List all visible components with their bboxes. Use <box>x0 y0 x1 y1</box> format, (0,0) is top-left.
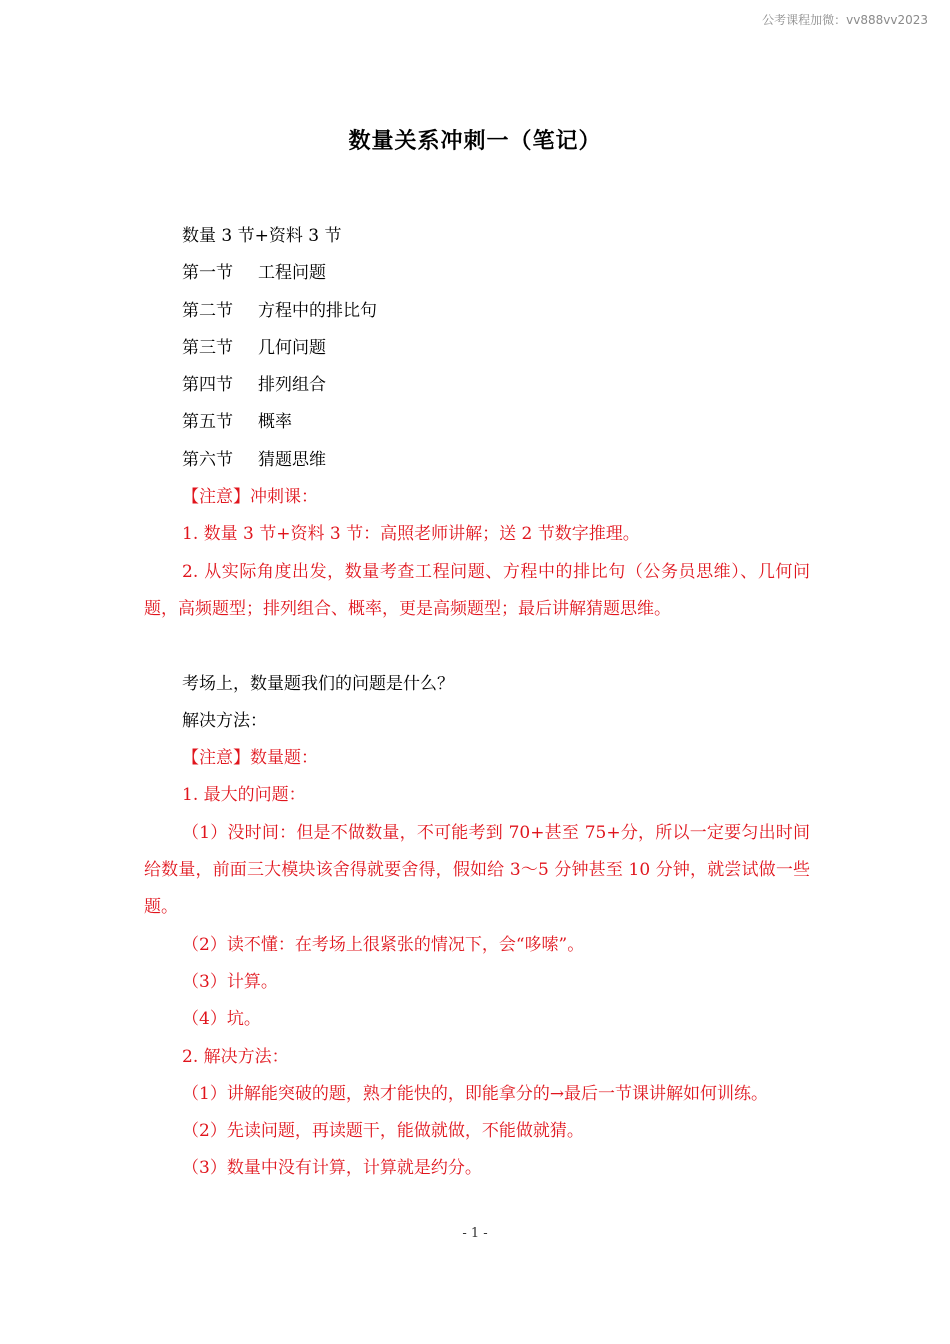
note-item: 1. 数量 3 节+资料 3 节：高照老师讲解；送 2 节数字推理。 <box>182 524 640 545</box>
toc-item-number: 第六节 <box>182 449 233 470</box>
method-label: 解决方法： <box>182 710 267 731</box>
toc-item-name: 几何问题 <box>258 337 326 358</box>
toc-list <box>144 255 810 479</box>
document-body <box>144 218 810 1188</box>
toc-item <box>144 442 810 479</box>
subheading-problems: 1. 最大的问题： <box>182 785 306 806</box>
toc-item-name: 猜题思维 <box>258 449 326 470</box>
toc-item-number: 第三节 <box>182 337 233 358</box>
toc-item-number: 第二节 <box>182 300 233 321</box>
toc-item-name: 排列组合 <box>258 375 326 396</box>
subheading-solutions: 2. 解决方法： <box>182 1046 289 1067</box>
toc-item-number: 第五节 <box>182 412 233 433</box>
toc-item <box>144 367 810 404</box>
toc-item <box>144 404 810 441</box>
toc-item <box>144 255 810 292</box>
toc-item-name: 方程中的排比句 <box>258 300 377 321</box>
problem-item: （3）计算。 <box>182 971 278 992</box>
note-heading-quant: 【注意】数量题： <box>182 748 318 769</box>
note-item: 2. 从实际角度出发，数量考查工程问题、方程中的排比句（公务员思维）、几何问题，高频题型；排列组合、概率，更是高频题型；最后讲解猜题思维。 <box>144 561 810 619</box>
problem-item: （1）没时间：但是不做数量，不可能考到 70+甚至 75+分，所以一定要匀出时间给数量，前面三大模块该舍得就要舍得，假如给 3～5 分钟甚至 10 分钟，就尝试做一些题。 <box>144 822 810 918</box>
document-title: 数量关系冲刺一（笔记） <box>348 129 602 154</box>
problem-item: （4）坑。 <box>182 1009 261 1030</box>
toc-item-name: 工程问题 <box>258 263 326 284</box>
toc-item-number: 第一节 <box>182 263 233 284</box>
toc-item-name: 概率 <box>258 412 292 433</box>
toc-item <box>144 330 810 367</box>
page-number: - 1 - <box>462 1226 488 1241</box>
solution-item: （3）数量中没有计算，计算就是约分。 <box>182 1158 482 1179</box>
spacer <box>144 628 810 665</box>
intro-line: 数量 3 节+资料 3 节 <box>182 226 342 246</box>
problem-item: （2）读不懂：在考场上很紧张的情况下，会“哆嗦”。 <box>182 934 585 955</box>
solution-item: （2）先读问题，再读题干，能做就做，不能做就猜。 <box>182 1121 584 1142</box>
toc-item-number: 第四节 <box>182 375 233 396</box>
solution-item: （1）讲解能突破的题，熟才能快的，即能拿分的→最后一节课讲解如何训练。 <box>182 1083 769 1104</box>
question-line: 考场上，数量题我们的问题是什么？ <box>182 673 454 694</box>
watermark-text: 公考课程加微：vv888vv2023 <box>762 13 928 27</box>
note-heading-sprint: 【注意】冲刺课： <box>182 487 318 508</box>
toc-item <box>144 293 810 330</box>
